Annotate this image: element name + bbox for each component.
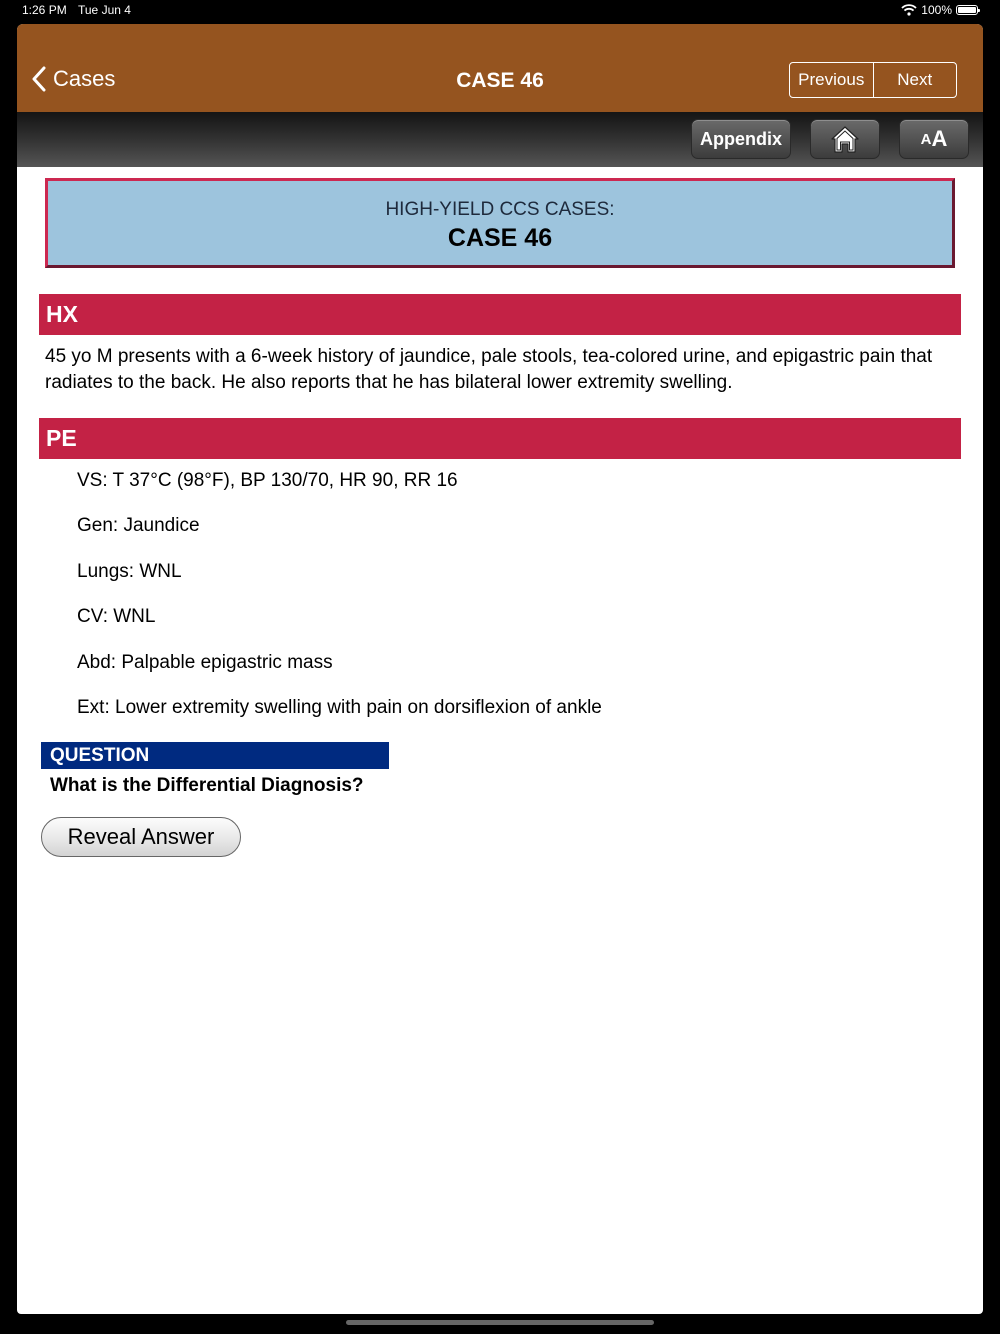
question-header: QUESTION: [41, 742, 389, 769]
text-size-big-glyph: A: [931, 126, 948, 151]
status-time: 1:26 PM: [22, 3, 67, 17]
hx-section-header: HX: [39, 294, 961, 335]
wifi-icon: [901, 4, 917, 16]
case-banner: [45, 178, 955, 268]
back-label: Cases: [53, 66, 116, 91]
case-pager: [789, 62, 957, 98]
pe-findings-list: [77, 468, 602, 740]
battery-percent: 100%: [921, 3, 952, 17]
navigation-bar: [17, 24, 983, 112]
home-icon: [830, 124, 860, 154]
next-button[interactable]: Next: [873, 63, 957, 97]
question-text: What is the Differential Diagnosis?: [50, 775, 364, 796]
battery-icon: [956, 5, 978, 15]
status-indicators: [901, 3, 978, 17]
page-title: CASE 46: [456, 69, 544, 92]
pe-finding-general: Gen: Jaundice: [77, 515, 200, 537]
pe-finding-cv: CV: WNL: [77, 606, 156, 628]
previous-button[interactable]: Previous: [798, 70, 865, 89]
app-window: [17, 24, 983, 1314]
pe-finding-abdomen: Abd: Palpable epigastric mass: [77, 651, 333, 673]
pe-finding-lungs: Lungs: WNL: [77, 560, 182, 582]
banner-title: CASE 46: [447, 224, 553, 252]
banner-subtitle: HIGH-YIELD CCS CASES:: [385, 199, 615, 220]
status-bar: [0, 0, 1000, 22]
text-size-button[interactable]: [899, 119, 969, 159]
pe-section-header: PE: [39, 418, 961, 459]
home-indicator[interactable]: [346, 1320, 654, 1325]
pe-finding-vitals: VS: T 37°C (98°F), BP 130/70, HR 90, RR 16: [77, 470, 458, 491]
appendix-button[interactable]: Appendix: [691, 119, 791, 159]
reveal-answer-button[interactable]: Reveal Answer: [41, 817, 241, 857]
home-button[interactable]: [810, 119, 880, 159]
status-date: Tue Jun 4: [78, 3, 131, 17]
text-size-small-glyph: A: [920, 130, 932, 148]
pe-finding-extremities: Ext: Lower extremity swelling with pain on dorsiflexion of ankle: [77, 696, 602, 718]
toolbar: [17, 112, 983, 167]
hx-text: 45 yo M presents with a 6-week history of jaundice, pale stools, tea-colored urine, and epigastric pain that radiates to the back. He also reports that he has bilateral lower extremity swelling.: [45, 346, 933, 393]
